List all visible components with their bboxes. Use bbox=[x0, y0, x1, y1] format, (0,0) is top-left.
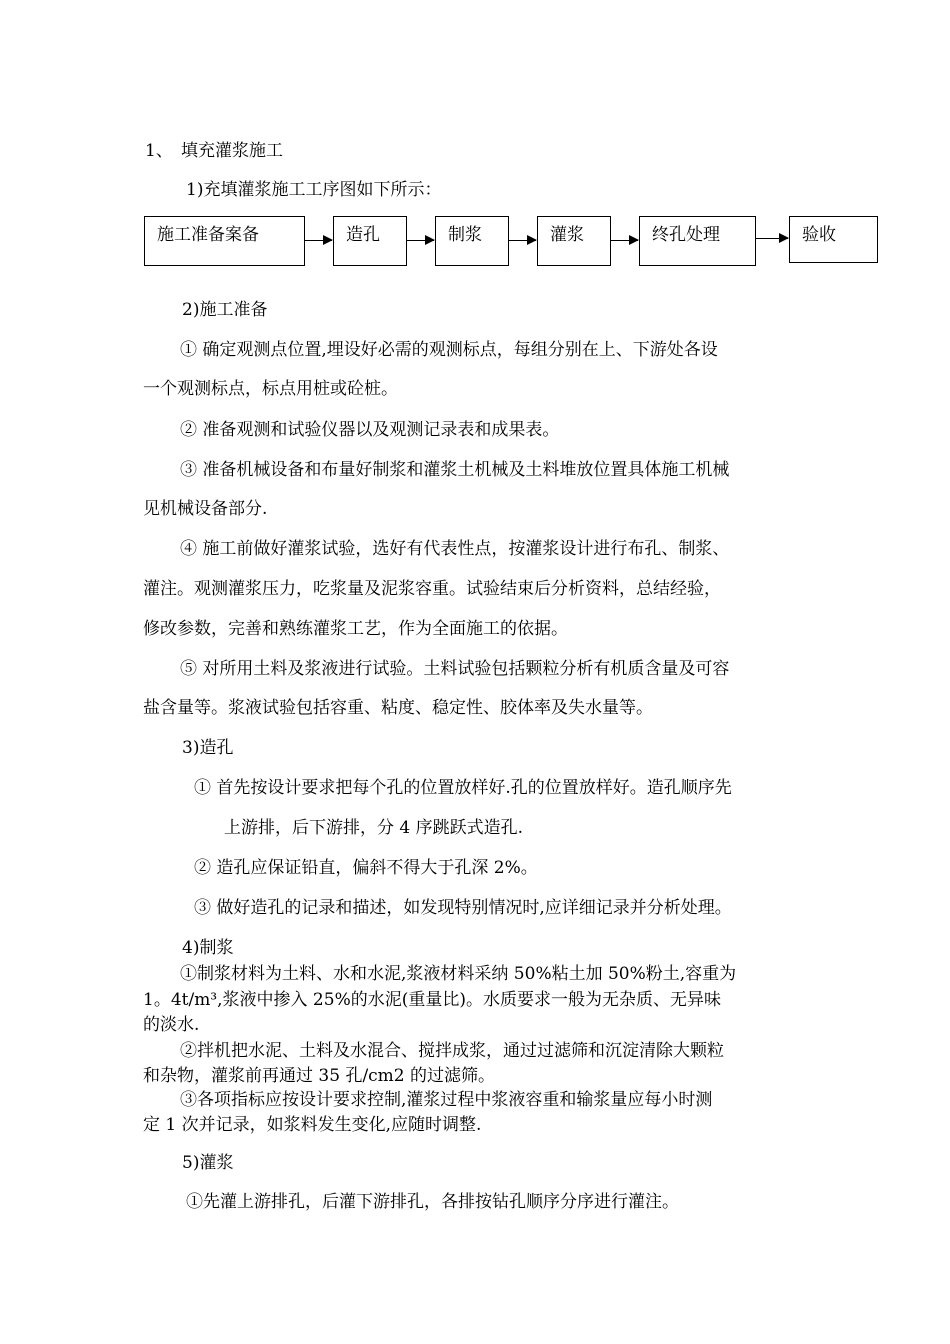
flow-arrow bbox=[756, 238, 788, 239]
flow-caption: 1)充填灌浆施工工序图如下所示： bbox=[186, 180, 442, 200]
flow-step-grout: 灌浆 bbox=[537, 216, 611, 266]
paragraph-line: 上游排，后下游排，分 4 序跳跃式造孔. bbox=[224, 818, 524, 838]
flow-arrow bbox=[305, 240, 332, 241]
flow-arrow bbox=[407, 240, 434, 241]
paragraph-line: 见机械设备部分. bbox=[143, 499, 268, 519]
paragraph-line: ①制浆材料为土料、水和水泥,浆液材料采纳 50%粘土加 50%粉土,容重为 bbox=[180, 964, 737, 984]
paragraph-line: 修改参数，完善和熟练灌浆工艺，作为全面施工的依据。 bbox=[143, 619, 568, 639]
paragraph-line: ⑤ 对所用土料及浆液进行试验。土料试验包括颗粒分析有机质含量及可容 bbox=[180, 659, 730, 679]
paragraph-line: ① 首先按设计要求把每个孔的位置放样好.孔的位置放样好。造孔顺序先 bbox=[194, 778, 732, 798]
paragraph-line: 定 1 次并记录，如浆料发生变化,应随时调整. bbox=[143, 1115, 482, 1135]
paragraph-line: 一个观测标点，标点用桩或砼桩。 bbox=[143, 379, 398, 399]
paragraph-line: ④ 施工前做好灌浆试验，选好有代表性点，按灌浆设计进行布孔、制浆、 bbox=[180, 539, 730, 559]
paragraph-line: 的淡水. bbox=[143, 1015, 200, 1035]
flow-step-finish: 终孔处理 bbox=[639, 216, 756, 266]
section-title: 填充灌浆施工 bbox=[181, 141, 283, 161]
paragraph-line: ①先灌上游排孔，后灌下游排孔，各排按钻孔顺序分序进行灌注。 bbox=[186, 1192, 679, 1212]
paragraph-line: 1。4t/m³,浆液中掺入 25%的水泥(重量比)。水质要求一般为无杂质、无异味 bbox=[143, 990, 721, 1010]
paragraph-line: 灌注。观测灌浆压力，吃浆量及泥浆容重。试验结束后分析资料，总结经验， bbox=[143, 579, 721, 599]
paragraph-line: 和杂物，灌浆前再通过 35 孔/cm2 的过滤筛。 bbox=[143, 1066, 496, 1086]
paragraph-line: ③ 做好造孔的记录和描述，如发现特别情况时,应详细记录并分析处理。 bbox=[194, 898, 732, 918]
paragraph-line: ③ 准备机械设备和布量好制浆和灌浆土机械及土料堆放位置具体施工机械 bbox=[180, 460, 730, 480]
subsection-title: 3)造孔 bbox=[182, 738, 234, 758]
flow-step-drill: 造孔 bbox=[333, 216, 407, 266]
paragraph-line: ② 准备观测和试验仪器以及观测记录表和成果表。 bbox=[180, 420, 560, 440]
flow-arrow bbox=[611, 240, 638, 241]
paragraph-line: 盐含量等。浆液试验包括容重、粘度、稳定性、胶体率及失水量等。 bbox=[143, 698, 653, 718]
paragraph-line: ③各项指标应按设计要求控制,灌浆过程中浆液容重和输浆量应每小时测 bbox=[180, 1090, 713, 1110]
paragraph-line: ① 确定观测点位置,埋设好必需的观测标点，每组分别在上、下游处各设 bbox=[180, 340, 718, 360]
paragraph-line: ② 造孔应保证铅直，偏斜不得大于孔深 2%。 bbox=[194, 858, 538, 878]
subsection-title: 4)制浆 bbox=[182, 938, 234, 958]
flow-step-mix: 制浆 bbox=[435, 216, 509, 266]
section-number: 1、 bbox=[145, 141, 173, 161]
flow-step-prep: 施工准备案备 bbox=[144, 216, 305, 266]
paragraph-line: ②拌机把水泥、土料及水混合、搅拌成浆，通过过滤筛和沉淀清除大颗粒 bbox=[180, 1041, 724, 1061]
subsection-title: 2)施工准备 bbox=[182, 300, 268, 320]
subsection-title: 5)灌浆 bbox=[182, 1153, 234, 1173]
flow-arrow bbox=[509, 240, 536, 241]
flow-step-accept: 验收 bbox=[789, 216, 878, 263]
